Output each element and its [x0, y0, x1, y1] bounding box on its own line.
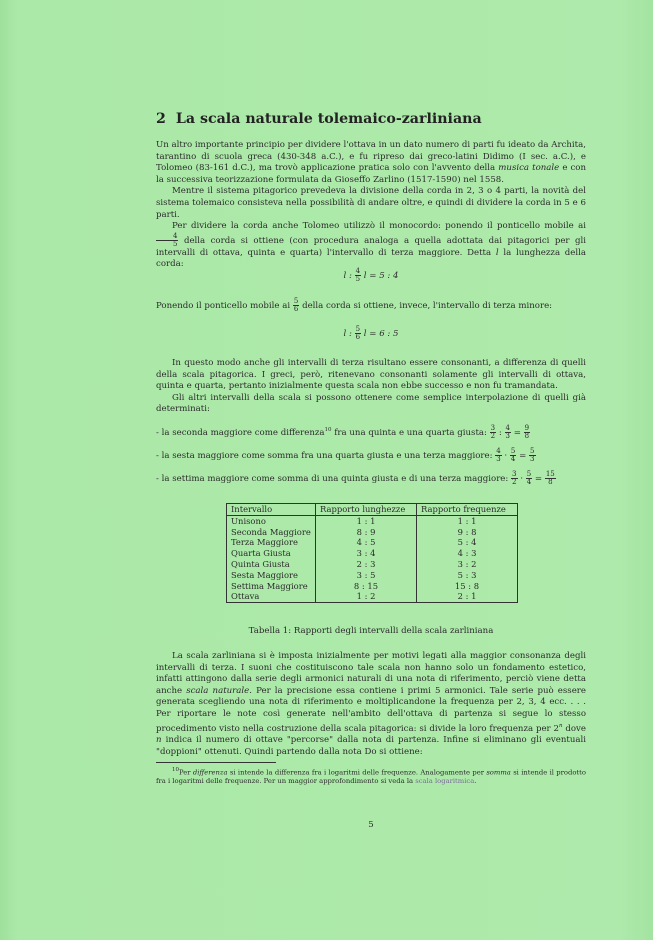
- equation-minor-third: l : $\frac{5}{6}$ l = 6 : 5: [343, 325, 399, 341]
- section-title: La scala naturale tolemaico-zarliniana: [175, 111, 482, 127]
- link-scala-logaritmica[interactable]: scala logaritmica: [415, 777, 475, 786]
- table-row: Settima Maggiore 8 : 15 15 : 8: [227, 581, 518, 592]
- paragraph-1: Un altro importante principio per dividere l'ottava in un dato numero di parti fu ideato da Archita, tarantino di scuola greca (430-348 a.C.), e fu ripreso dai greco-latini Didimo (I sec. a.C.), e Tolomeo (83-161 d.C.), ma trovò applicazione pratica solo con l'avvento della musica tonale e con la successiva teorizzazione formulata da Gioseffo Zarlino (1517-1590) nel 1558. Mentre il sistema pitagorico prevedeva la divisione della corda in 2, 3 o 4 parti, la novità del sistema tolemaico consisteva nella possibilità di andare oltre, e quindi di dividere la corda in 5 e 6 parti. Per dividere la corda anche Tolomeo utilizzò il monocordo: ponendo il ponticello mobile ai $\frac{4}{5}$ della corda si ottiene (con procedura analoga a quella adottata dai pitagorici per gli intervalli di ottava, quinta e quarta) l'intervallo di terza maggiore. Detta l la lunghezza della corda:: [156, 140, 587, 270]
- page-number: 5: [368, 820, 374, 830]
- list-item: - la sesta maggiore come somma fra una quarta giusta e una terza maggiore: $\frac{4}{3}$ · $\frac{5}{4}$ = $\frac{5}{3}$: [156, 447, 535, 463]
- table-row: Sesta Maggiore 3 : 5 5 : 3: [227, 570, 518, 581]
- equation-major-third: l : $\frac{4}{5}$ l = 5 : 4: [343, 267, 399, 283]
- paragraph-2: Mentre il sistema pitagorico prevedeva la divisione della corda in 2, 3 o 4 parti, la novità del sistema tolemaico consisteva nella possibilità di andare oltre, e quindi di dividere la corda in 5 e 6 parti.: [156, 186, 586, 220]
- list-item: - la seconda maggiore come differenza$^{10}$ fra una quinta e una quarta giusta: $\frac{3}{2}$ : $\frac{4}{3}$ = $\frac{9}{8}$: [156, 424, 530, 440]
- fraction-4-5: $\frac{4}{5}$: [156, 233, 178, 248]
- table-row: Quinta Giusta 2 : 3 3 : 2: [227, 559, 518, 570]
- section-number: 2: [156, 111, 166, 127]
- paragraph-6: Gli altri intervalli della scala si possono ottenere come semplice interpolazione di quelli già determinati:: [156, 392, 586, 415]
- interval-list: [156, 425, 586, 486]
- footnote-rule: [156, 762, 276, 763]
- list-item: - la settima maggiore come somma di una quinta giusta e di una terza maggiore: $\frac{3}{2}$ · $\frac{5}{4}$ = $\frac{15}{8}$: [156, 470, 555, 486]
- footnote: $^{10}$Per differenza si intende la differenza fra i logaritmi delle frequenze. Analogamente per somma si intende il prodotto fra i logaritmi delle frequenze. Per un maggior approfondimento si veda la scala logaritmica.: [156, 767, 586, 786]
- paragraph-7: La scala zarliniana si è imposta inizialmente per motivi legati alla maggior consonanza degli intervalli di terza. I suoni che costituiscono tale scala non hanno solo un fondamento estetico, infatti attingono dalla serie degli armonici naturali di una nota di riferimento, perciò viene detta anche scala naturale. Per la precisione essa contiene i primi 5 armonici. Tale serie può essere generata scegliendo una nota di riferimento e moltiplicandone la frequenza per 2, 3, 4 ecc. . . . Per riportare le note così generate nell'ambito dell'ottava di partenza si segue lo stesso procedimento visto nella costruzione della scala pitagorica: si divide la loro frequenza per 2$^n$ dove n indica il numero di ottave "percorse" dalla nota di partenza. Infine si eliminano gli eventuali "doppioni" ottenuti. Quindi partendo dalla nota Do si ottiene:: [156, 651, 586, 757]
- table-row: Ottava 1 : 2 2 : 1: [227, 591, 518, 602]
- table-row: Unisono 1 : 1 1 : 1: [227, 515, 518, 526]
- paragraph-3: Per dividere la corda anche Tolomeo utilizzò il monocordo: ponendo il ponticello mobile ai $\frac{4}{5}$ della corda si ottiene (con procedura analoga a quella adottata dai pitagorici per gli intervalli di ottava, quinta e quarta) l'intervallo di terza maggiore. Detta l la lunghezza della corda:: [156, 221, 587, 270]
- paragraph-5: In questo modo anche gli intervalli di terza risultano essere consonanti, a differenza di quelli della scala pitagorica. I greci, però, ritenevano consonanti solamente gli intervalli di ottava, quinta e quarta, pertanto inizialmente questa scala non ebbe successo e non fu tramandata. Gli altri intervalli della scala si possono ottenere come semplice interpolazione di quelli già determinati:: [156, 358, 586, 415]
- fraction-5-6: $\frac{5}{6}$: [293, 297, 299, 313]
- table-caption: Tabella 1: Rapporti degli intervalli della scala zarliniana: [248, 626, 494, 636]
- table-header: Intervallo: [227, 504, 316, 516]
- paragraph-4: Ponendo il ponticello mobile ai $\frac{5}{6}$ della corda si ottiene, invece, l'intervallo di terza minore:: [156, 297, 553, 313]
- table-row: Seconda Maggiore 8 : 9 9 : 8: [227, 527, 518, 538]
- intervals-table: [226, 503, 518, 603]
- table-header: Rapporto lunghezze: [316, 504, 417, 516]
- section-heading: [156, 111, 482, 127]
- table-row: Quarta Giusta 3 : 4 4 : 3: [227, 548, 518, 559]
- table-header: Rapporto frequenze: [417, 504, 518, 516]
- table-row: Terza Maggiore 4 : 5 5 : 4: [227, 537, 518, 548]
